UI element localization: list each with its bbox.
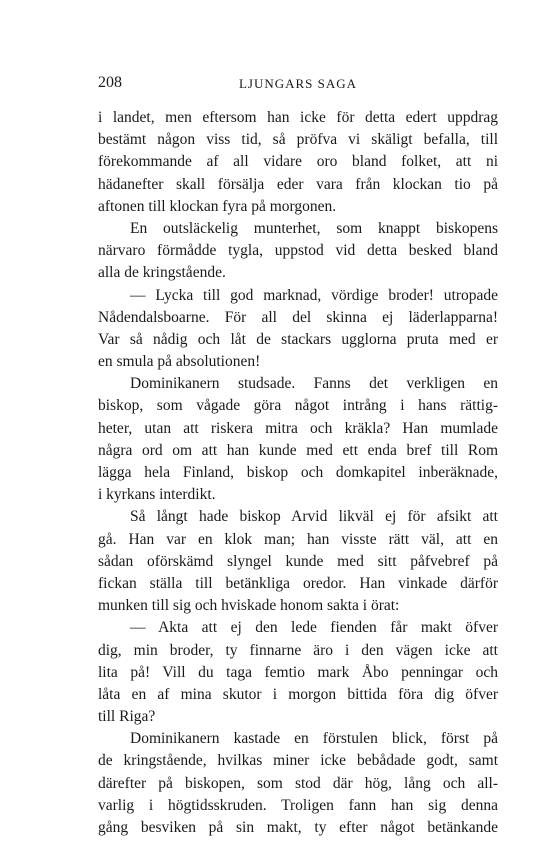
page-header <box>98 74 498 94</box>
text-line: lägga hela Finland, biskop och domkapitel inberäknade, <box>98 464 498 481</box>
text-line: — Akta att ej den lede fienden får makt öfver <box>130 619 498 637</box>
text-line: i landet, men eftersom han icke för detta edert uppdrag <box>98 109 498 126</box>
text-line: gång besviken på sin makt, ty efter något betänkande <box>98 819 498 836</box>
text-line: en smula på absolutionen! <box>98 353 261 371</box>
text-line: till Riga? <box>98 708 156 726</box>
running-title: LJUNGARS SAGA <box>238 76 358 91</box>
text-line: därefter på biskopen, som stod där hög, lång och all- <box>98 774 498 792</box>
text-line: Dominikanern studsade. Fanns det verkligen en <box>130 375 498 393</box>
page-number: 208 <box>98 74 122 91</box>
text-line: hädanefter skall försälja eder vara från klockan tio på <box>98 175 498 193</box>
text-line: Dominikanern kastade en förstulen blick, först på <box>130 730 498 748</box>
text-line: låta en af mina skutor i morgon bittida föra dig öfver <box>98 685 498 703</box>
text-line: fickan ställa till betänkliga oredor. Han vinkade därför <box>98 574 498 592</box>
text-line: varlig i högtidsskruden. Troligen fann han sig denna <box>98 796 498 814</box>
text-line: Nådendalsboarne. För all del skinna ej läderlapparna! <box>98 308 498 326</box>
body-text <box>98 107 498 839</box>
text-line: i kyrkans interdikt. <box>98 486 216 504</box>
text-line: heter, utan att riskera mitra och kräkla? Han mumlade <box>98 419 498 437</box>
text-line: närvaro förmådde tygla, uppstod vid detta besked bland <box>98 242 498 260</box>
text-line: En outsläckelig munterhet, som knappt biskopens <box>130 219 498 237</box>
text-line: bestämt någon viss tid, så pröfva vi skäligt befalla, till <box>98 131 498 149</box>
text-line: munken till sig och hviskade honom sakta i örat: <box>98 597 400 615</box>
text-line: lita på! Vill du taga femtio mark Åbo penningar och <box>98 663 498 681</box>
text-line: biskop, som vågade göra något intrång i hans rättig- <box>98 397 498 415</box>
text-line: Så långt hade biskop Arvid likväl ej för afsikt att <box>130 508 498 526</box>
text-line: — Lycka till god marknad, vördige broder! utropade <box>130 286 498 304</box>
text-line: aftonen till klockan fyra på morgonen. <box>98 197 337 215</box>
text-line: några ord om att han kunde med ett enda bref till Rom <box>98 441 498 459</box>
text-line: Var så nådig och låt de stackars ugglorna pruta med er <box>98 330 498 348</box>
text-line: dig, min broder, ty finnarne äro i den vägen icke att <box>98 641 498 659</box>
text-line: sådan oförskämd slyngel kunde med sitt påfvebref på <box>98 552 498 570</box>
text-line: de kringstående, hvilkas miner icke bebådade godt, samt <box>98 752 498 770</box>
text-line: gå. Han var en klok man; han visste rätt väl, att en <box>98 530 498 548</box>
text-line: alla de kringstående. <box>98 264 226 282</box>
text-line: förekommande af all vidare oro bland folket, att ni <box>98 153 498 171</box>
